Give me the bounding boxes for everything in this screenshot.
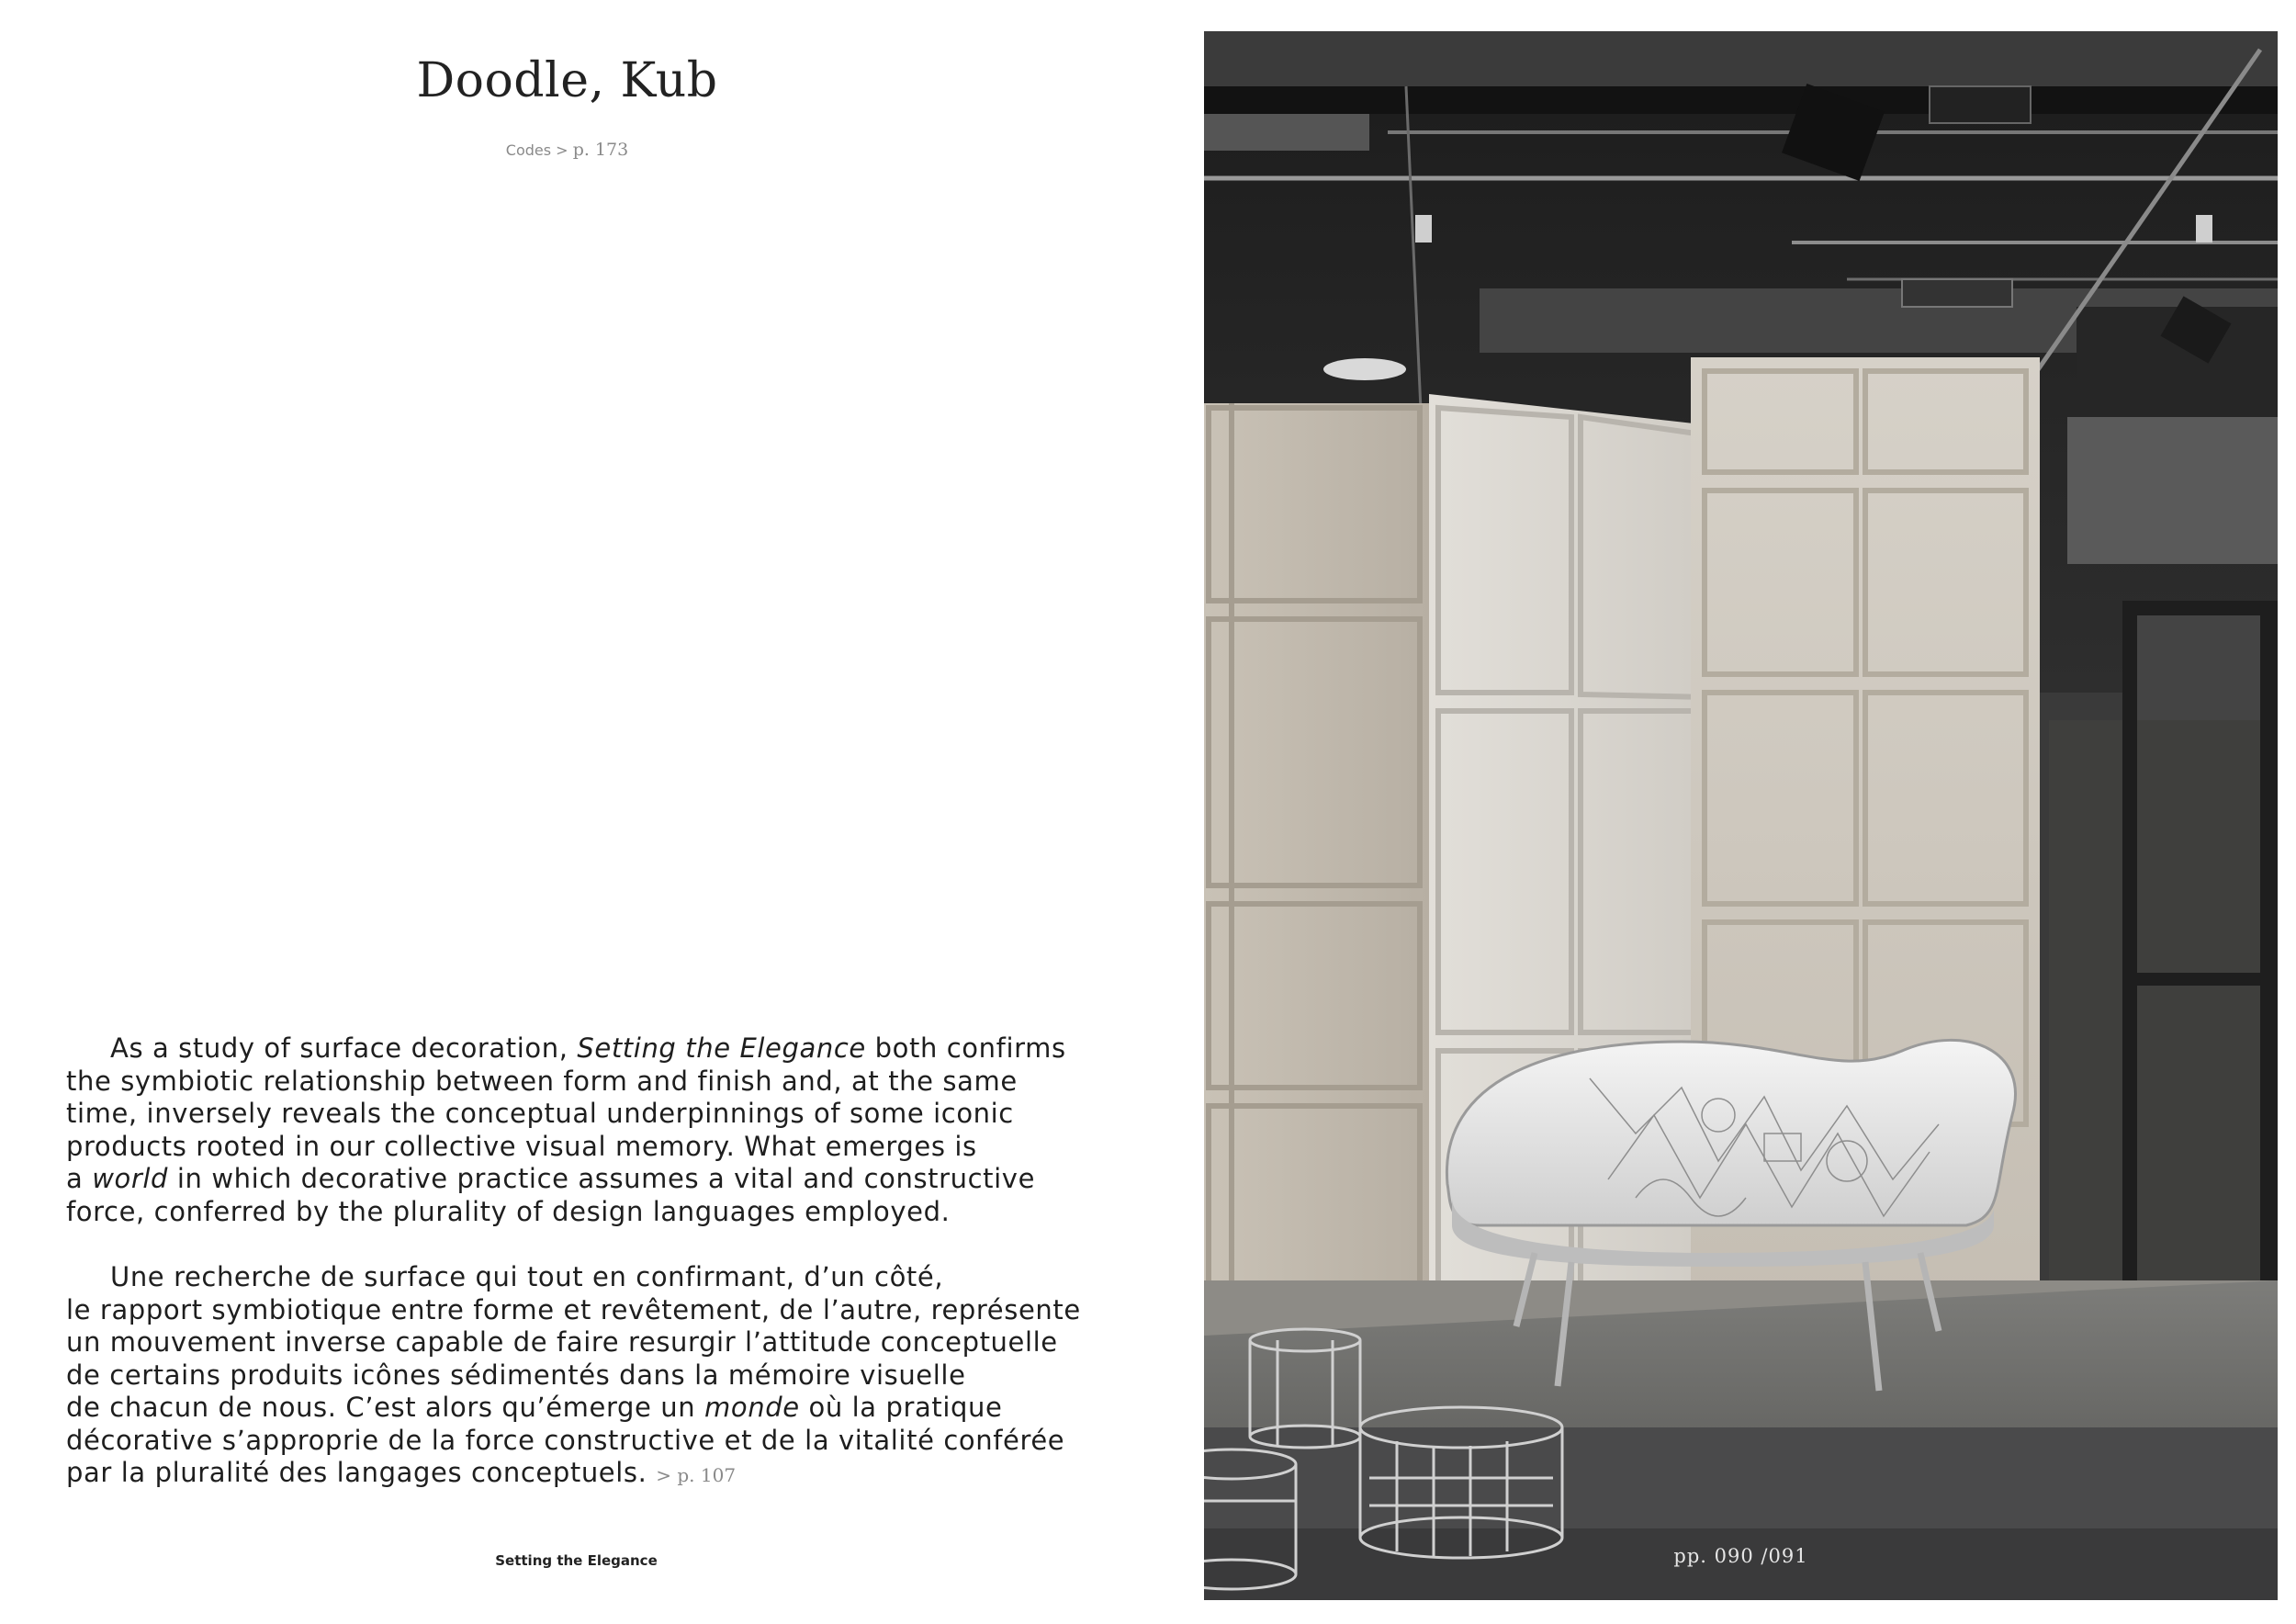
- paragraph-french: [66, 1261, 1131, 1493]
- paragraph-line: Une recherche de surface qui tout en confirmant, d’un côté,: [110, 1261, 944, 1292]
- codes-reference[interactable]: [0, 140, 1134, 160]
- paragraph-line: de certains produits icônes sédimentés dans la mémoire visuelle: [66, 1359, 966, 1391]
- paragraph-line: products rooted in our collective visual memory. What emerges is: [66, 1130, 977, 1162]
- paragraph-line: décorative s’approprie de la force constructive et de la vitalité conférée: [66, 1424, 1065, 1456]
- paragraph-line: As a study of surface decoration, Setting the Elegance both confirms: [110, 1032, 1066, 1064]
- paragraph-line: force, conferred by the plurality of design languages employed.: [66, 1195, 951, 1227]
- paragraph-line: de chacun de nous. C’est alors qu’émerge un monde où la pratique: [66, 1392, 1003, 1423]
- paragraph-line: a world in which decorative practice assumes a vital and constructive: [66, 1163, 1036, 1194]
- page-cross-reference[interactable]: > p. 107: [656, 1464, 737, 1486]
- paragraph-line: le rapport symbiotique entre forme et revêtement, de l’autre, représente: [66, 1293, 1081, 1325]
- footer-collection-name: Setting the Elegance: [495, 1552, 658, 1569]
- codes-label: Codes >: [505, 141, 568, 159]
- product-photo: [1204, 31, 2278, 1600]
- paragraph-english: [66, 1032, 1131, 1228]
- page-title: Doodle, Kub: [416, 53, 718, 108]
- paragraph-line: un mouvement inverse capable de faire resurgir l’attitude conceptuelle: [66, 1326, 1058, 1358]
- panel-left: [1204, 403, 1429, 1414]
- paragraph-line: time, inversely reveals the conceptual underpinnings of some iconic: [66, 1098, 1014, 1129]
- codes-page-ref: p. 173: [572, 140, 629, 160]
- paragraph-line: the symbiotic relationship between form and finish and, at the same: [66, 1065, 1018, 1097]
- paragraph-line: par la pluralité des langages conceptuels. > p. 107: [66, 1457, 737, 1488]
- page-numbers: pp. 090 /091: [1673, 1545, 1808, 1567]
